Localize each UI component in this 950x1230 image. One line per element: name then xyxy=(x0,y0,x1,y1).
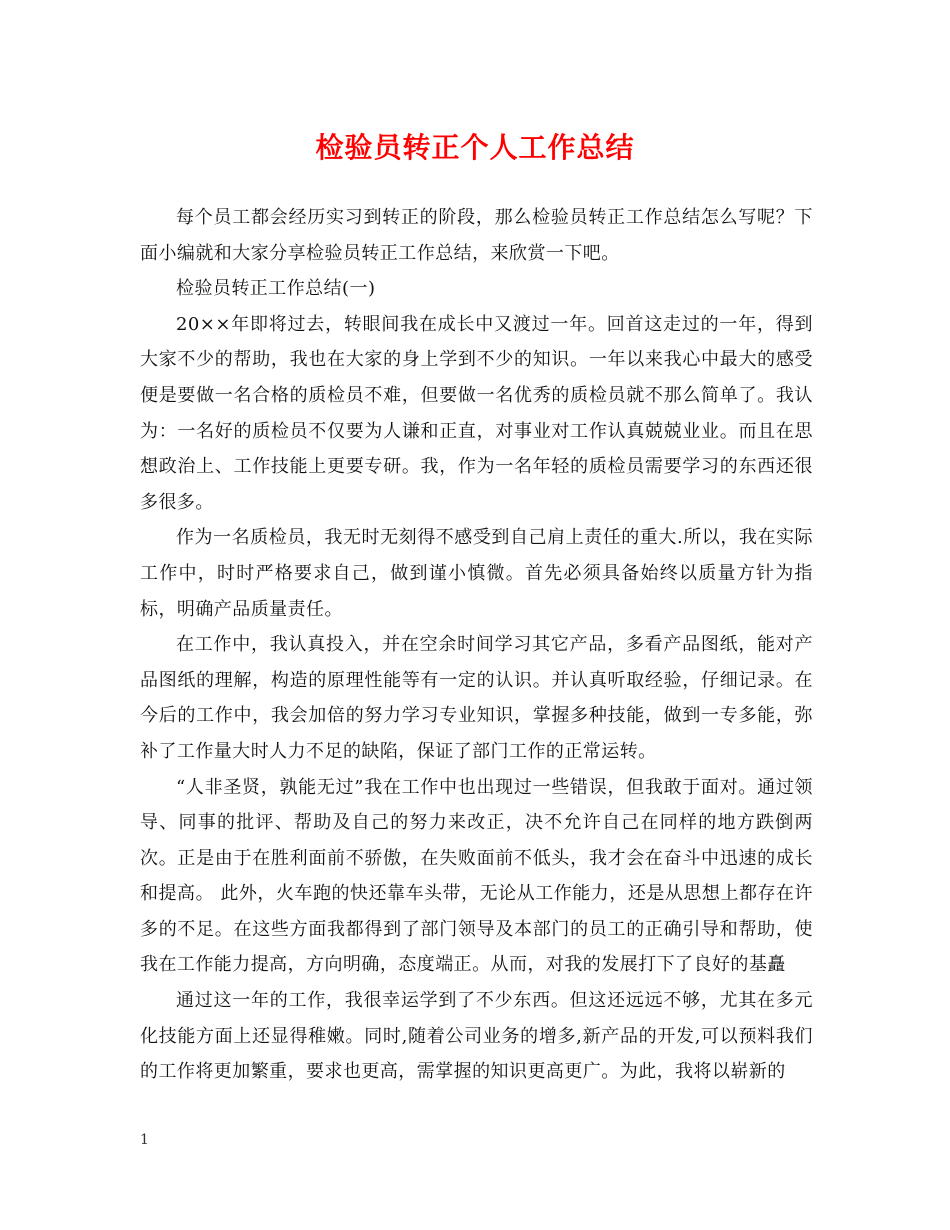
document-body xyxy=(140,200,813,1090)
paragraph: 20××年即将过去，转眼间我在成长中又渡过一年。回首这走过的一年，得到大家不少的帮助，我也在大家的身上学到不少的知识。一年以来我心中最大的感受便是要做一名合格的质检员不难，但要做一名优秀的质检员就不那么简单了。我认为：一名好的质检员不仅要为人谦和正直，对事业对工作认真兢兢业业。而且在思想政治上、工作技能上更要专研。我，作为一名年轻的质检员需要学习的东西还很多很多。 xyxy=(140,313,813,513)
paragraph-intro: 每个员工都会经历实习到转正的阶段，那么检验员转正工作总结怎么写呢？下面小编就和大家分享检验员转正工作总结，来欣赏一下吧。 xyxy=(140,207,813,264)
paragraph: 作为一名质检员，我无时无刻得不感受到自己肩上责任的重大.所以，我在实际工作中，时时严格要求自己，做到谨小慎微。首先必须具备始终以质量方针为指标，明确产品质量责任。 xyxy=(140,527,813,620)
page-number: 1 xyxy=(140,1132,149,1148)
paragraph: 在工作中，我认真投入，并在空余时间学习其它产品，多看产品图纸，能对产品图纸的理解，构造的原理性能等有一定的认识。并认真听取经验，仔细记录。在今后的工作中，我会加倍的努力学习专业知识，掌握多种技能，做到一专多能，弥补了工作量大时人力不足的缺陷，保证了部门工作的正常运转。 xyxy=(140,634,813,762)
section-heading: 检验员转正工作总结(一) xyxy=(176,278,376,300)
paragraph: 通过这一年的工作，我很幸运学到了不少东西。但这还远远不够，尤其在多元化技能方面上还显得稚嫩。同时,随着公司业务的增多,新产品的开发,可以预料我们的工作将更加繁重，要求也更高，需掌握的知识更高更广。为此，我将以崭新的 xyxy=(140,990,813,1083)
paragraph: “人非圣贤，孰能无过”我在工作中也出现过一些错误，但我敢于面对。通过领导、同事的批评、帮助及自己的努力来改正，决不允许自己在同样的地方跌倒两次。正是由于在胜利面前不骄傲，在失败面前不低头，我才会在奋斗中迅速的成长和提高。 此外，火车跑的快还靠车头带，无论从工作能力，还是从思想上都存在许多的不足。在这些方面我都得到了部门领导及本部门的员工的正确引导和帮助，使我在工作能力提高，方向明确，态度端正。从而，对我的发展打下了良好的基矗 xyxy=(140,776,813,976)
document-title: 检验员转正个人工作总结 xyxy=(315,131,635,164)
